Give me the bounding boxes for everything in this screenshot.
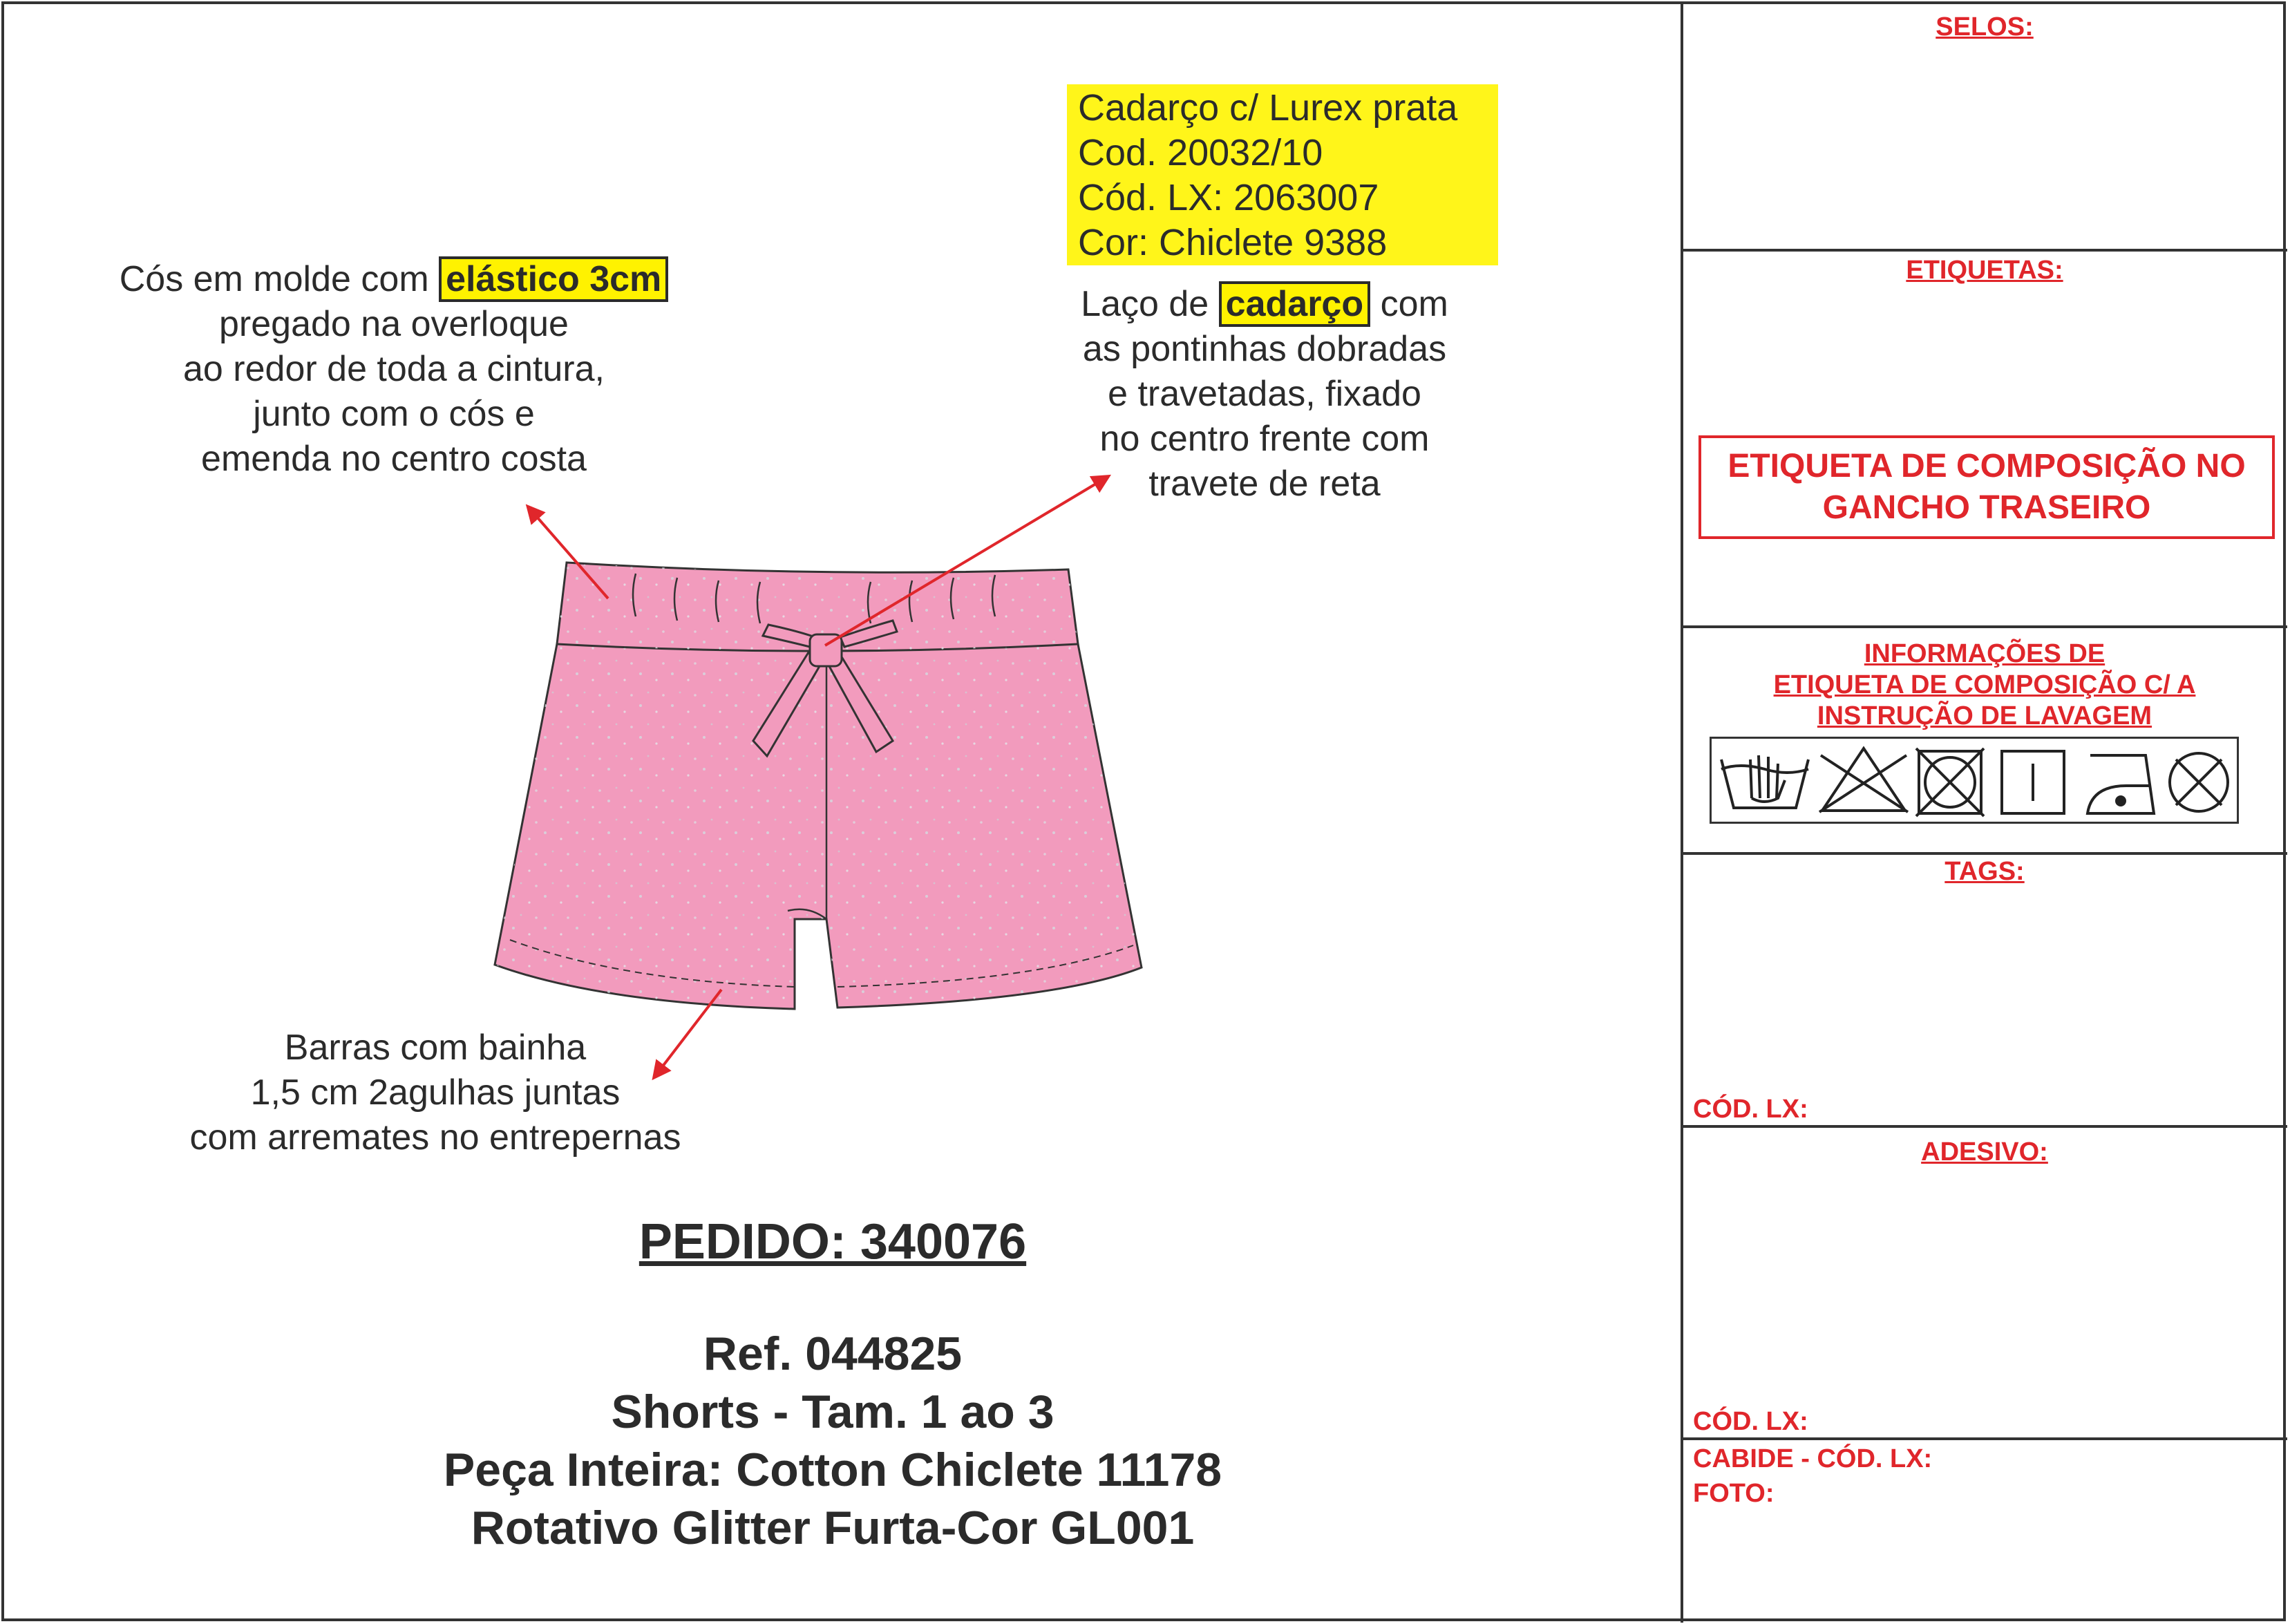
adesivo-code-label: CÓD. LX: [1693, 1407, 1808, 1436]
bow-note-line: e travetadas, fixado [1108, 374, 1421, 414]
row-divider [1682, 1125, 2287, 1128]
waistband-note-highlight: elástico 3cm [439, 256, 668, 302]
selos-heading: SELOS: [1936, 12, 2034, 41]
drawcord-spec-line: Cód. LX: 2063007 [1078, 177, 1379, 218]
waistband-note-line: pregado na overloque [219, 304, 569, 344]
hand-wash-icon [1721, 755, 1808, 808]
composition-label-box [1698, 435, 2275, 539]
shorts-body [495, 644, 1142, 1009]
foto-label: FOTO: [1693, 1479, 1775, 1508]
care-symbols-box [1710, 737, 2239, 824]
care-heading-line: INSTRUÇÃO DE LAVAGEM [1817, 701, 2152, 730]
bow-note-line: travete de reta [1148, 464, 1381, 504]
bow-note-line: as pontinhas dobradas [1082, 329, 1447, 369]
reference-number: Ref. 044825 [703, 1328, 963, 1380]
drawcord-spec-line: Cadarço c/ Lurex prata [1078, 87, 1458, 129]
bow-note-prefix: Laço de [1081, 284, 1219, 324]
row-divider [1682, 1437, 2287, 1440]
print-description: Rotativo Glitter Furta-Cor GL001 [471, 1502, 1195, 1554]
bow-note-highlight: cadarço [1219, 281, 1370, 327]
bow-note-suffix: com [1370, 284, 1448, 324]
line-dry-icon [2002, 751, 2064, 813]
care-heading-line: ETIQUETA DE COMPOSIÇÃO C/ A [1773, 670, 2196, 699]
waistband-note-line: emenda no centro costa [201, 439, 587, 479]
tags-code-label: CÓD. LX: [1693, 1095, 1808, 1124]
waistband-note-line: ao redor de toda a cintura, [183, 349, 605, 389]
care-heading-line: INFORMAÇÕES DE [1864, 639, 2106, 668]
adesivo-heading: ADESIVO: [1921, 1137, 2048, 1167]
order-number: PEDIDO: 340076 [638, 1214, 1027, 1269]
bow-note-line: no centro frente com [1099, 419, 1430, 459]
row-divider [1682, 625, 2287, 628]
iron-low-icon [2088, 755, 2154, 813]
no-dry-clean-icon [2170, 753, 2228, 811]
cabide-code-label: CABIDE - CÓD. LX: [1693, 1444, 1933, 1473]
no-tumble-dry-icon [1916, 748, 1984, 816]
drawcord-spec-line: Cor: Chiclete 9388 [1078, 222, 1388, 263]
row-divider [1682, 852, 2287, 855]
hem-note-line: 1,5 cm 2agulhas juntas [250, 1073, 621, 1113]
row-divider [1682, 249, 2287, 252]
hem-note-line: com arremates no entrepernas [189, 1117, 681, 1158]
waistband-note-prefix: Cós em molde com [119, 259, 439, 299]
composition-label-line: ETIQUETA DE COMPOSIÇÃO NO [1728, 448, 2246, 484]
care-heading [1683, 639, 2286, 732]
drawcord-spec-line: Cod. 20032/10 [1078, 132, 1323, 173]
etiquetas-heading: ETIQUETAS: [1906, 256, 2063, 285]
product-name: Shorts - Tam. 1 ao 3 [611, 1386, 1054, 1438]
fabric-description: Peça Inteira: Cotton Chiclete 11178 [443, 1444, 1222, 1496]
composition-label-line: GANCHO TRASEIRO [1822, 489, 2151, 526]
panel-divider [1681, 1, 1683, 1623]
hem-note-line: Barras com bainha [284, 1028, 587, 1068]
waistband-note-line: junto com o cós e [253, 394, 535, 434]
no-bleach-icon [1819, 748, 1908, 812]
tags-heading: TAGS: [1944, 857, 2025, 886]
